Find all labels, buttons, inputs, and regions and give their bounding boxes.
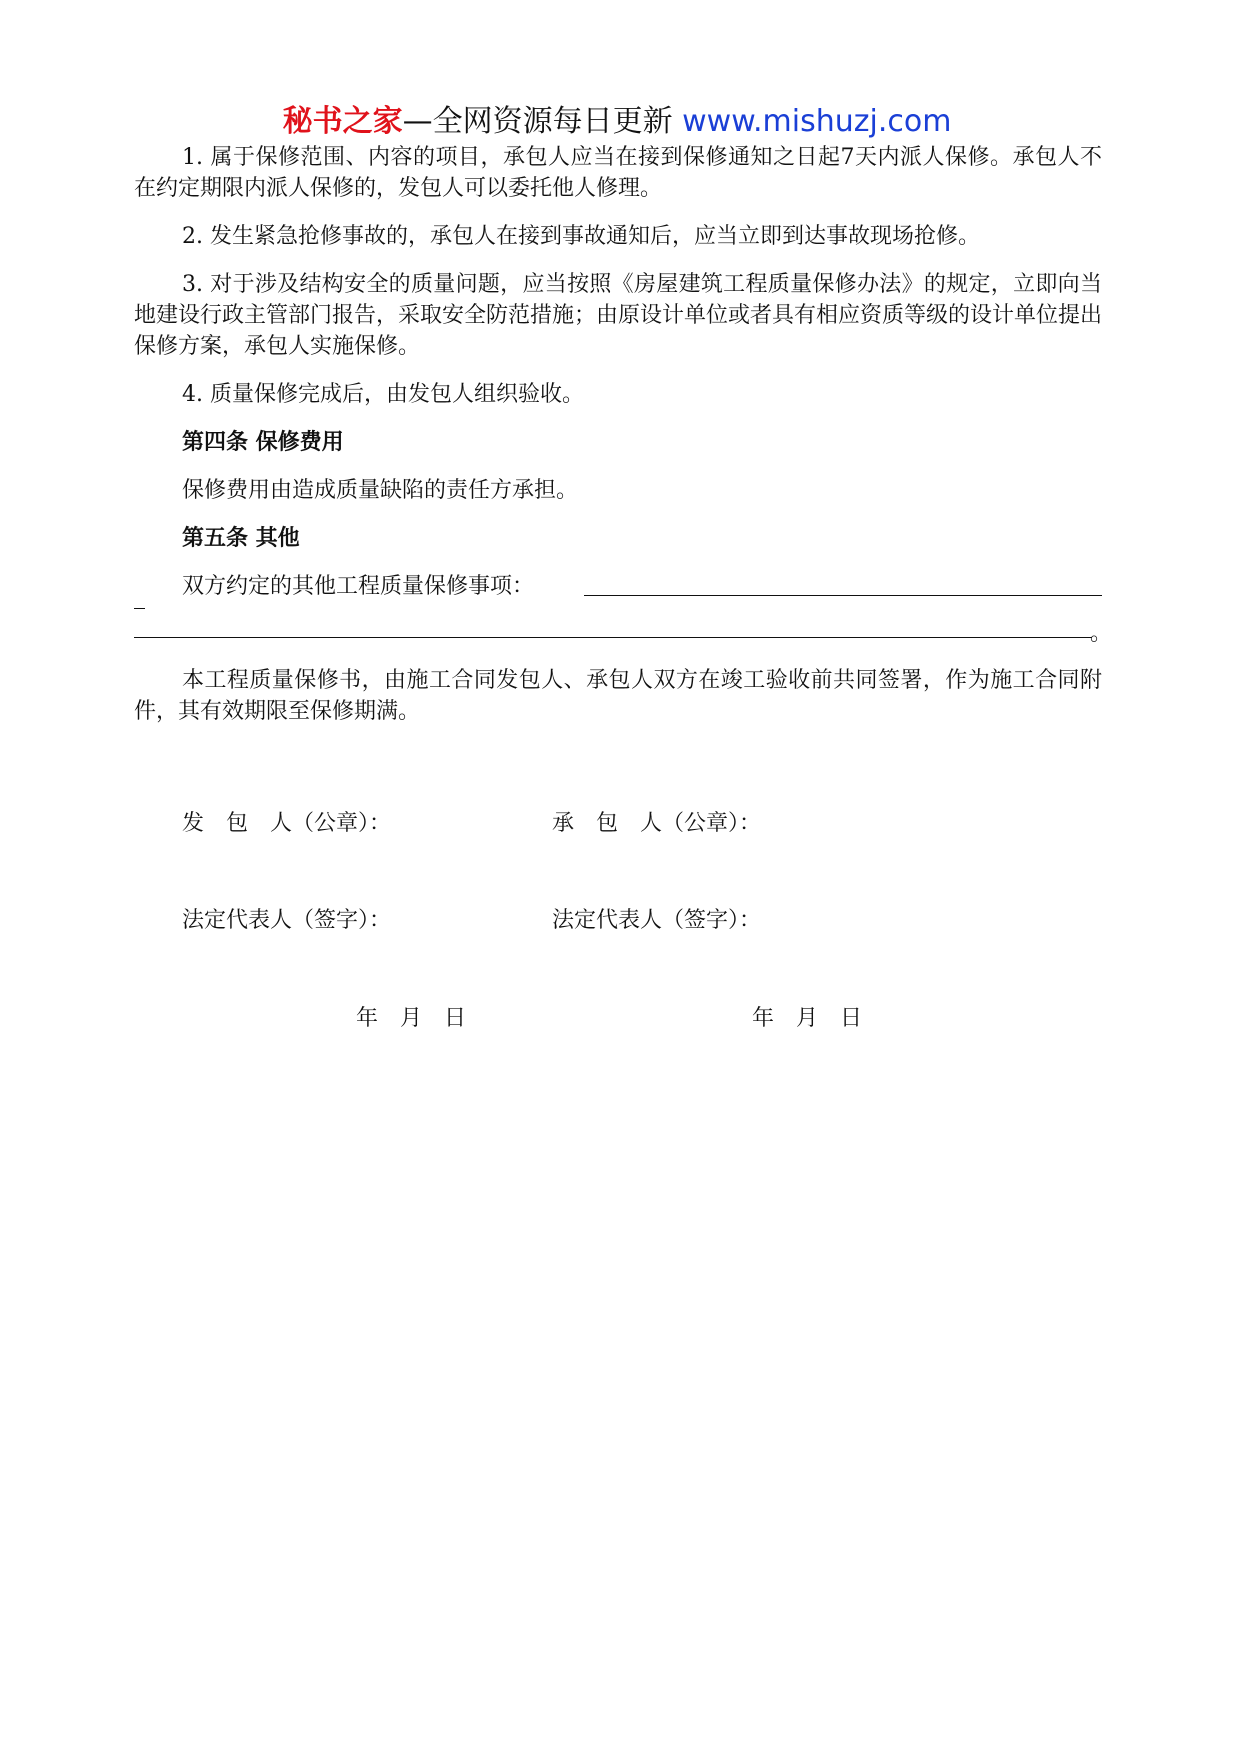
end-period: 。 [1089,621,1112,646]
clause-item-2: 2. 发生紧急抢修事故的，承包人在接到事故通知后，应当立即到达事故现场抢修。 [182,224,980,249]
party-b-seal-label: 承 包 人（公章）： [552,811,762,836]
article-5-heading: 第五条 其他 [182,526,300,551]
fill-in-blank[interactable] [584,595,1102,596]
clause-item-1: 1. 属于保修范围、内容的项目，承包人应当在接到保修通知之日起7天内派人保修。承包人不在约定期限内派人保修的，发包人可以委托他人修理。 [134,145,1102,201]
party-a-date: 年 月 日 [356,1006,467,1031]
fill-in-blank-continued [134,602,1102,620]
site-url-link[interactable]: www.mishuzj.com [682,104,952,139]
party-a-representative-label: 法定代表人（签字）： [182,908,392,933]
party-b-representative-label: 法定代表人（签字）： [552,908,762,933]
fill-in-blank-2[interactable] [134,637,1092,638]
article-5-label: 双方约定的其他工程质量保修事项： [182,574,535,599]
site-banner [0,100,1234,144]
article-4-body: 保修费用由造成质量缺陷的责任方承担。 [182,478,579,503]
article-5-fill-in-line [134,571,1102,602]
site-brand: 秘书之家 [282,104,403,139]
party-b-date: 年 月 日 [752,1006,863,1031]
closing-paragraph: 本工程质量保修书，由施工合同发包人、承包人双方在竣工验收前共同签署，作为施工合同附件，其有效期限至保修期满。 [134,668,1102,724]
document-body [134,142,1112,727]
clause-item-3: 3. 对于涉及结构安全的质量问题，应当按照《房屋建筑工程质量保修办法》的规定，立即向当地建设行政主管部门报告，采取安全防范措施；由原设计单位或者具有相应资质等级的设计单位提出保修方案，承包人实施保修。 [134,272,1103,359]
fill-in-blank-line-2 [134,620,1112,646]
banner-tagline: 全网资源每日更新 [432,104,683,139]
clause-item-4: 4. 质量保修完成后，由发包人组织验收。 [182,382,584,407]
party-a-seal-label: 发 包 人（公章）： [182,811,392,836]
banner-dash: — [402,104,433,139]
article-4-heading: 第四条 保修费用 [182,430,344,455]
